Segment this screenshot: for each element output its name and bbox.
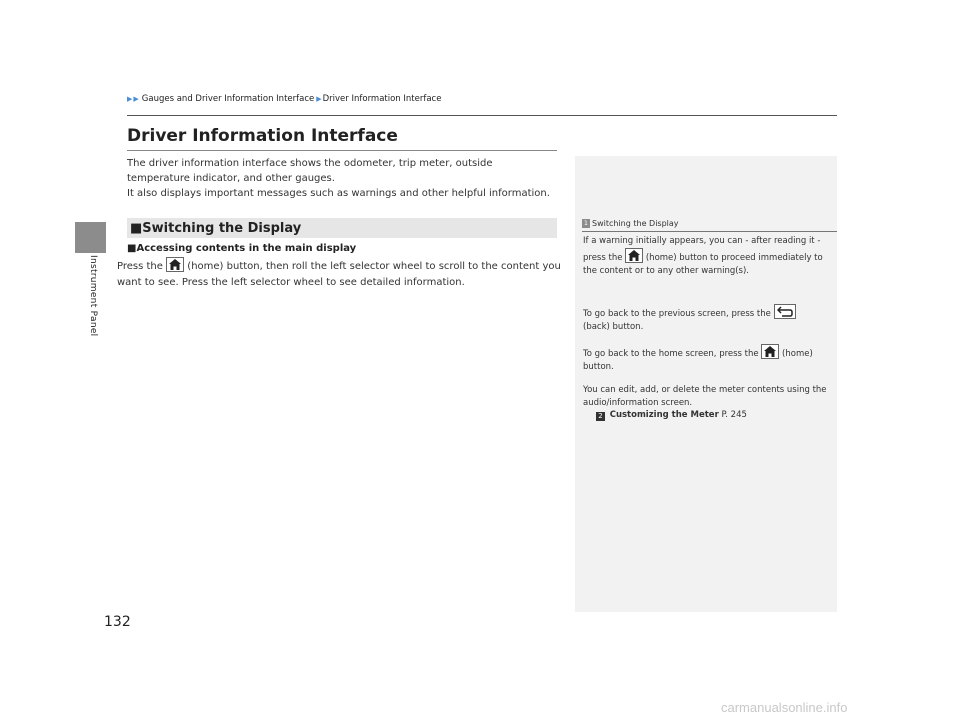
subsection-heading: ■Accessing contents in the main display xyxy=(127,243,357,254)
reference-title[interactable]: Customizing the Meter xyxy=(609,410,719,420)
home-icon xyxy=(166,257,184,272)
note-divider xyxy=(582,231,837,232)
intro-line: temperature indicator, and other gauges. xyxy=(127,173,335,184)
watermark: carmanualsonline.info xyxy=(721,700,848,715)
note-paragraph: You can edit, add, or delete the meter contents using the audio/information screen. xyxy=(583,385,827,408)
back-icon xyxy=(774,304,796,319)
chapter-label: Instrument Panel xyxy=(88,255,98,337)
note-paragraph xyxy=(583,344,831,374)
breadcrumb-item[interactable]: Driver Information Interface xyxy=(322,94,442,104)
intro-line: The driver information interface shows the odometer, trip meter, outside xyxy=(127,158,493,169)
triangle-icon: ▶ xyxy=(127,95,133,103)
page-number: 132 xyxy=(104,614,131,630)
breadcrumb xyxy=(127,94,441,104)
note-heading xyxy=(582,219,679,228)
page-title: Driver Information Interface xyxy=(127,126,398,146)
triangle-icon: ▶ xyxy=(133,95,139,103)
note-paragraph xyxy=(583,304,831,334)
reference-page[interactable]: P. 245 xyxy=(721,410,747,420)
section-heading-bar xyxy=(127,218,557,238)
triangle-icon: ▶ xyxy=(316,95,322,103)
note-text: To go back to the home screen, press the xyxy=(583,349,759,359)
body-text: Press the xyxy=(117,261,163,272)
body-text: (home) button, then roll the left selector wheel to scroll to the content you want to see. Press the left selector wheel to see detailed information. xyxy=(117,261,561,288)
section-heading: ■Switching the Display xyxy=(130,220,302,236)
note-text: (back) button. xyxy=(583,322,644,332)
breadcrumb-item[interactable]: Gauges and Driver Information Interface xyxy=(141,94,315,104)
note-text: (home) button to proceed immediately to the content or to any other warning(s). xyxy=(583,253,823,276)
home-icon xyxy=(625,248,643,263)
title-divider xyxy=(127,150,557,151)
home-icon xyxy=(761,344,779,359)
note-title: Switching the Display xyxy=(592,219,679,228)
chapter-tab xyxy=(75,222,106,253)
note-paragraph xyxy=(583,235,831,278)
cross-reference[interactable] xyxy=(596,410,747,421)
note-text: (home) button. xyxy=(583,349,813,372)
reference-arrow-icon: 2 xyxy=(596,412,605,421)
header-divider xyxy=(127,115,837,116)
body-paragraph xyxy=(117,257,567,291)
intro-paragraph xyxy=(127,156,567,201)
intro-line: It also displays important messages such as warnings and other helpful information. xyxy=(127,188,550,199)
note-text: If a warning initially appears, you can - after reading it - press the xyxy=(583,236,821,263)
note-text: To go back to the previous screen, press the xyxy=(583,309,771,319)
note-number-badge: 1 xyxy=(583,219,589,227)
